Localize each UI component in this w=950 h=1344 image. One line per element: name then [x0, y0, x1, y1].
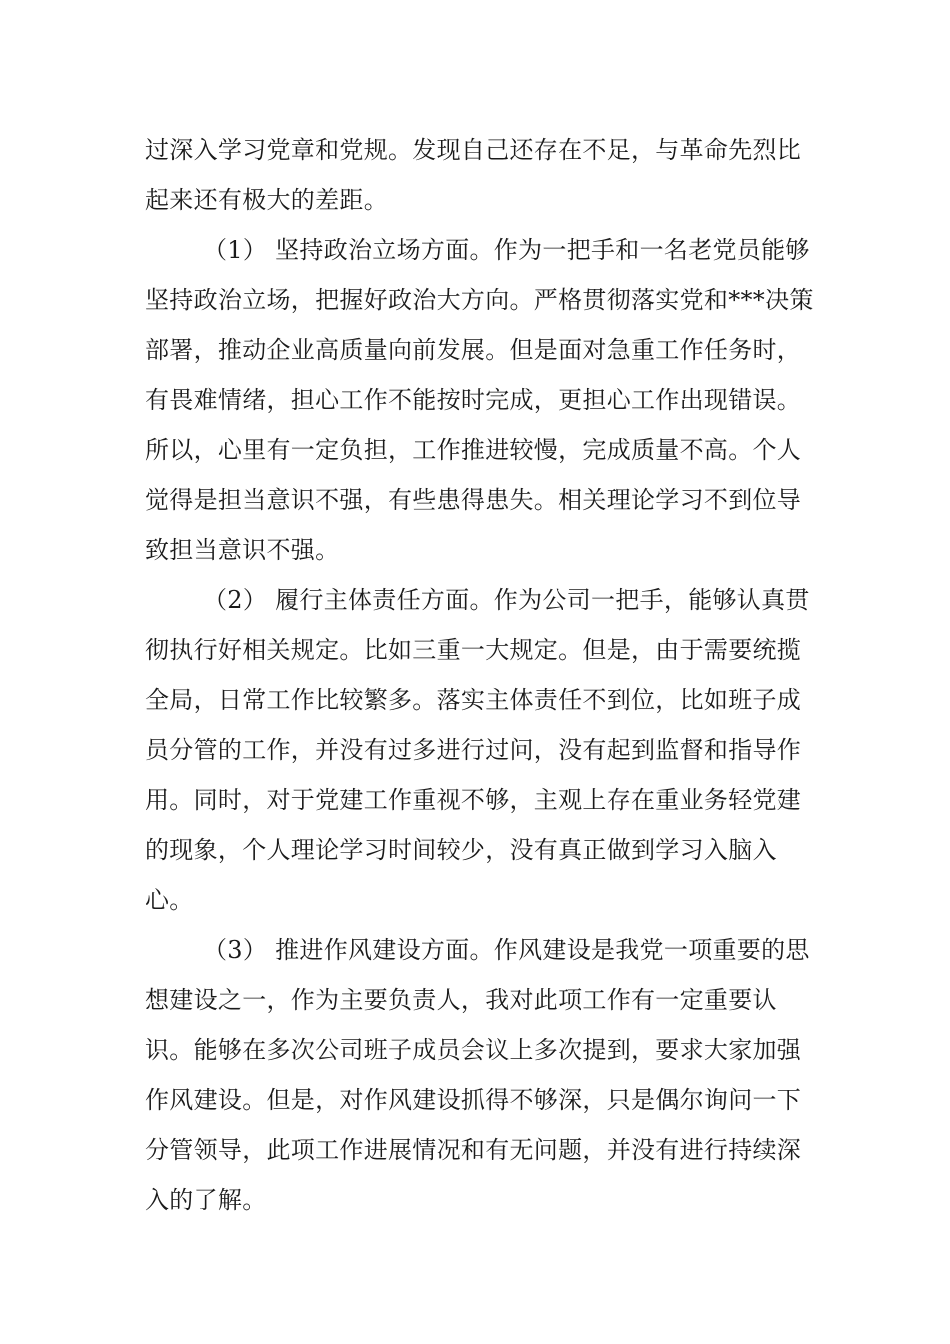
- text-line: 分管领导，此项工作进展情况和有无问题，并没有进行持续深: [145, 1136, 802, 1164]
- paragraph-2-first-line: （2） 履行主体责任方面。作为公司一把手，能够认真贯: [203, 586, 810, 614]
- text-line: 作风建设。但是，对作风建设抓得不够深，只是偶尔询问一下: [145, 1086, 802, 1114]
- text-line: 坚持政治立场，把握好政治大方向。严格贯彻落实党和***决策: [145, 286, 814, 314]
- text-line: 致担当意识不强。: [145, 536, 340, 564]
- text-line: 部署，推动企业高质量向前发展。但是面对急重工作任务时，: [145, 336, 802, 364]
- paragraph-1-first-line: （1） 坚持政治立场方面。作为一把手和一名老党员能够: [203, 236, 810, 264]
- text-line: 起来还有极大的差距。: [145, 186, 388, 214]
- text-line: 过深入学习党章和党规。发现自己还存在不足，与革命先烈比: [145, 136, 802, 164]
- paragraph-3-first-line: （3） 推进作风建设方面。作风建设是我党一项重要的思: [203, 936, 810, 964]
- text-line: 识。能够在多次公司班子成员会议上多次提到，要求大家加强: [145, 1036, 802, 1064]
- text-line: 全局，日常工作比较繁多。落实主体责任不到位，比如班子成: [145, 686, 802, 714]
- text-line: 入的了解。: [145, 1186, 267, 1214]
- text-line: 想建设之一，作为主要负责人，我对此项工作有一定重要认: [145, 986, 777, 1014]
- text-line: 心。: [145, 886, 194, 914]
- text-line: 的现象，个人理论学习时间较少，没有真正做到学习入脑入: [145, 836, 777, 864]
- text-line: 觉得是担当意识不强，有些患得患失。相关理论学习不到位导: [145, 486, 802, 514]
- text-line: 彻执行好相关规定。比如三重一大规定。但是，由于需要统揽: [145, 636, 802, 664]
- text-line: 用。同时，对于党建工作重视不够，主观上存在重业务轻党建: [145, 786, 802, 814]
- text-line: 所以，心里有一定负担，工作推进较慢，完成质量不高。个人: [145, 436, 802, 464]
- text-line: 员分管的工作，并没有过多进行过问，没有起到监督和指导作: [145, 736, 802, 764]
- text-line: 有畏难情绪，担心工作不能按时完成，更担心工作出现错误。: [145, 386, 802, 414]
